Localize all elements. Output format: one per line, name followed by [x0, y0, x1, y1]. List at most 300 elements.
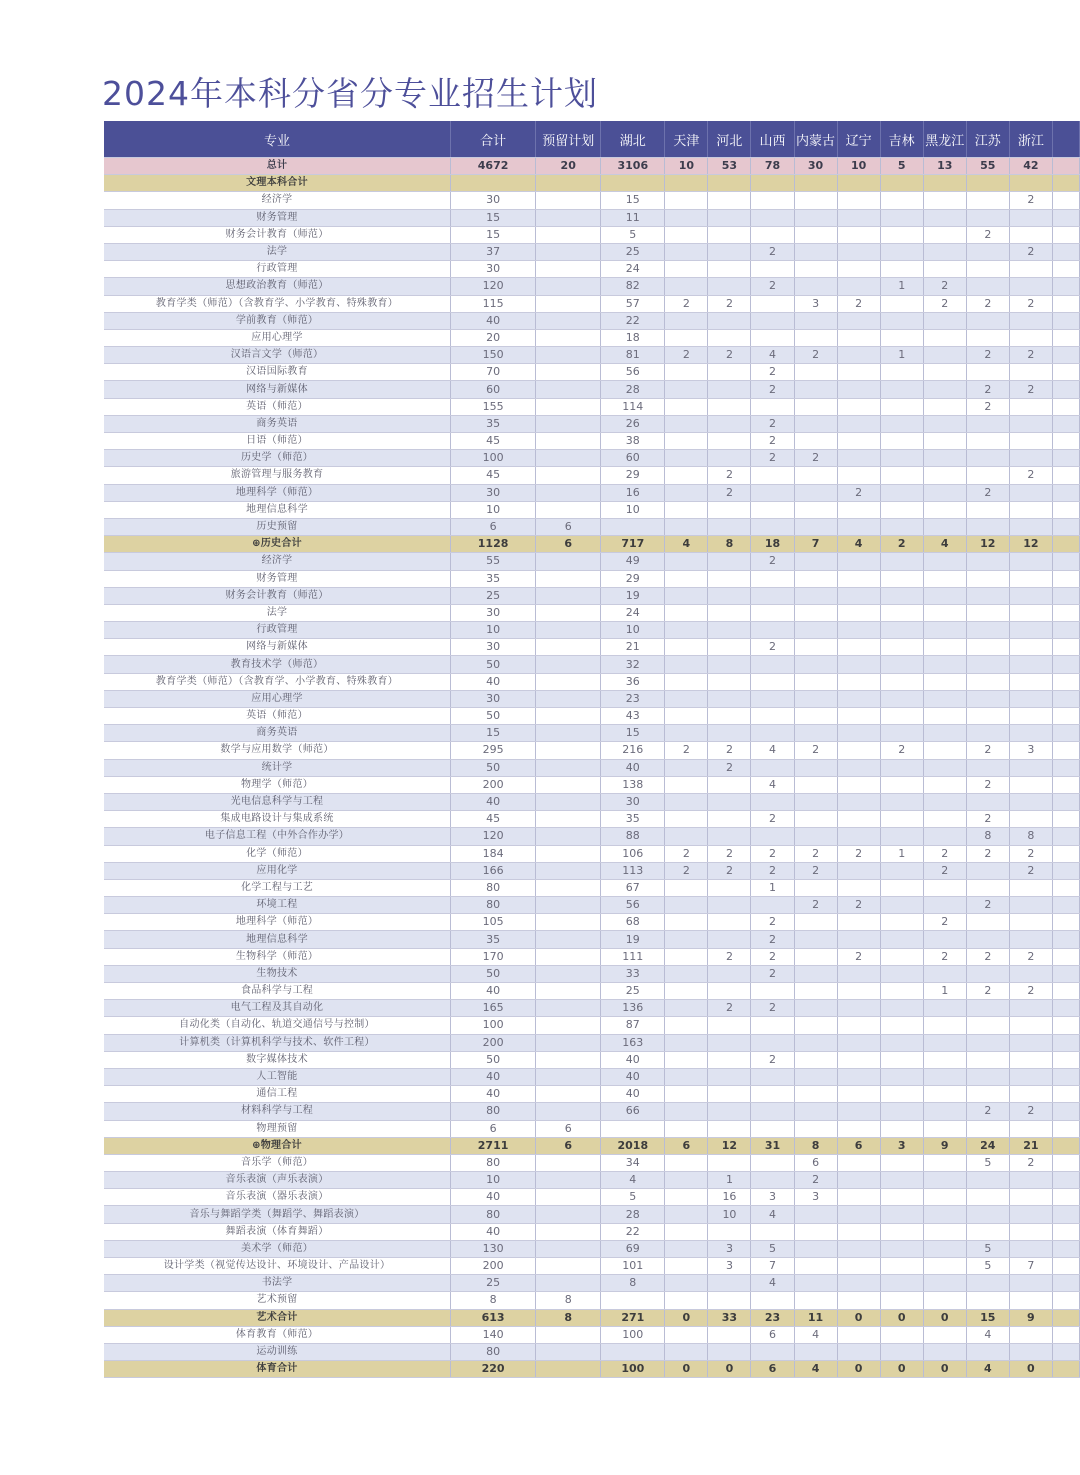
plan-count-cell: [665, 948, 708, 965]
plan-count-cell: [751, 175, 794, 192]
plan-count-cell: 40: [601, 1051, 665, 1068]
plan-count-cell: 100: [451, 450, 536, 467]
plan-count-cell: [751, 261, 794, 278]
plan-count-cell: 2: [708, 759, 751, 776]
plan-count-cell: [751, 467, 794, 484]
plan-count-cell: 8: [708, 536, 751, 553]
plan-count-cell: 2: [665, 295, 708, 312]
plan-count-cell: [837, 570, 880, 587]
plan-count-cell: 4: [601, 1172, 665, 1189]
plan-count-cell: [1052, 381, 1079, 398]
plan-count-cell: [665, 879, 708, 896]
plan-count-cell: [751, 1343, 794, 1360]
plan-count-cell: [794, 776, 837, 793]
plan-count-cell: [966, 261, 1009, 278]
plan-count-cell: [966, 604, 1009, 621]
plan-count-cell: 6: [536, 1137, 601, 1154]
plan-count-cell: [923, 553, 966, 570]
plan-count-cell: [794, 243, 837, 260]
plan-count-cell: [708, 1086, 751, 1103]
table-row: [104, 690, 1080, 707]
plan-count-cell: [1052, 931, 1079, 948]
plan-count-cell: [536, 604, 601, 621]
enrollment-plan-table: [104, 121, 1080, 1378]
plan-count-cell: [665, 965, 708, 982]
major-name-cell: 艺术合计: [104, 1309, 451, 1326]
plan-count-cell: [751, 1068, 794, 1085]
plan-count-cell: [708, 209, 751, 226]
major-name-cell: 集成电路设计与集成系统: [104, 811, 451, 828]
plan-count-cell: [1009, 879, 1052, 896]
major-name-cell: 艺术预留: [104, 1292, 451, 1309]
plan-count-cell: [536, 1086, 601, 1103]
plan-count-cell: [1052, 879, 1079, 896]
plan-count-cell: [837, 175, 880, 192]
plan-count-cell: [665, 1051, 708, 1068]
plan-count-cell: [536, 1258, 601, 1275]
major-name-cell: 经济学: [104, 553, 451, 570]
plan-count-cell: [536, 1189, 601, 1206]
plan-count-cell: 2: [1009, 1154, 1052, 1171]
plan-count-cell: 2: [708, 948, 751, 965]
plan-count-cell: [837, 656, 880, 673]
plan-count-cell: 34: [601, 1154, 665, 1171]
plan-count-cell: [880, 914, 923, 931]
plan-count-cell: [966, 450, 1009, 467]
plan-count-cell: [536, 261, 601, 278]
plan-count-cell: [1009, 776, 1052, 793]
plan-count-cell: [837, 1154, 880, 1171]
plan-count-cell: 80: [451, 897, 536, 914]
plan-count-cell: [1009, 570, 1052, 587]
plan-count-cell: [923, 1103, 966, 1120]
plan-count-cell: [1009, 587, 1052, 604]
plan-count-cell: 53: [708, 158, 751, 175]
plan-count-cell: [665, 226, 708, 243]
table-row: [104, 983, 1080, 1000]
plan-count-cell: [837, 243, 880, 260]
plan-count-cell: 100: [451, 1017, 536, 1034]
plan-count-cell: [837, 793, 880, 810]
table-row: [104, 1292, 1080, 1309]
plan-count-cell: [708, 931, 751, 948]
plan-count-cell: 22: [601, 312, 665, 329]
plan-count-cell: 100: [601, 1361, 665, 1378]
plan-count-cell: [966, 1189, 1009, 1206]
plan-count-cell: [708, 1034, 751, 1051]
plan-count-cell: [794, 278, 837, 295]
plan-count-cell: [966, 690, 1009, 707]
plan-count-cell: 140: [451, 1326, 536, 1343]
plan-count-cell: 78: [751, 158, 794, 175]
plan-count-cell: [966, 312, 1009, 329]
plan-count-cell: 8: [966, 828, 1009, 845]
plan-count-cell: [794, 364, 837, 381]
plan-count-cell: [1052, 1034, 1079, 1051]
plan-count-cell: 136: [601, 1000, 665, 1017]
plan-count-cell: [1009, 1223, 1052, 1240]
plan-count-cell: 5: [601, 226, 665, 243]
plan-count-cell: [1052, 312, 1079, 329]
plan-count-cell: [794, 983, 837, 1000]
plan-count-cell: 4672: [451, 158, 536, 175]
plan-count-cell: 60: [451, 381, 536, 398]
plan-count-cell: 0: [665, 1361, 708, 1378]
plan-count-cell: [536, 1206, 601, 1223]
plan-count-cell: [1052, 862, 1079, 879]
plan-count-cell: 163: [601, 1034, 665, 1051]
plan-count-cell: [880, 1120, 923, 1137]
plan-count-cell: [1009, 759, 1052, 776]
plan-count-cell: [923, 604, 966, 621]
plan-count-cell: [923, 467, 966, 484]
major-name-cell: 数学与应用数学（师范）: [104, 742, 451, 759]
plan-count-cell: [536, 673, 601, 690]
plan-count-cell: [665, 381, 708, 398]
plan-count-cell: [966, 879, 1009, 896]
plan-count-cell: [794, 312, 837, 329]
plan-count-cell: 4: [751, 347, 794, 364]
plan-count-cell: 7: [751, 1258, 794, 1275]
plan-count-cell: [880, 570, 923, 587]
major-name-cell: 统计学: [104, 759, 451, 776]
table-row: [104, 1223, 1080, 1240]
plan-count-cell: [966, 1172, 1009, 1189]
plan-count-cell: [966, 1275, 1009, 1292]
plan-count-cell: [1009, 1000, 1052, 1017]
plan-count-cell: [665, 192, 708, 209]
table-row: [104, 312, 1080, 329]
plan-count-cell: [1052, 1000, 1079, 1017]
table-row: [104, 415, 1080, 432]
plan-count-cell: 23: [601, 690, 665, 707]
plan-count-cell: [1052, 897, 1079, 914]
plan-count-cell: 4: [923, 536, 966, 553]
subtotal-row: [104, 536, 1080, 553]
plan-count-cell: [880, 226, 923, 243]
plan-count-cell: [966, 793, 1009, 810]
major-name-cell: 书法学: [104, 1275, 451, 1292]
table-row: [104, 673, 1080, 690]
plan-count-cell: [751, 897, 794, 914]
plan-count-cell: [837, 983, 880, 1000]
plan-count-cell: 3: [794, 1189, 837, 1206]
plan-count-cell: [665, 433, 708, 450]
plan-count-cell: [880, 450, 923, 467]
plan-count-cell: 18: [751, 536, 794, 553]
plan-count-cell: [1009, 1189, 1052, 1206]
subtotal-row: [104, 175, 1080, 192]
plan-count-cell: 10: [451, 501, 536, 518]
table-row: [104, 845, 1080, 862]
plan-count-cell: 2: [837, 948, 880, 965]
plan-count-cell: 18: [601, 329, 665, 346]
plan-count-cell: [794, 1240, 837, 1257]
plan-count-cell: [1052, 1309, 1079, 1326]
table-row: [104, 278, 1080, 295]
subtotal-row: [104, 1309, 1080, 1326]
plan-count-cell: [665, 329, 708, 346]
plan-count-cell: [708, 1292, 751, 1309]
plan-count-cell: [880, 1275, 923, 1292]
plan-count-cell: [923, 897, 966, 914]
plan-count-cell: [880, 433, 923, 450]
plan-count-cell: [1052, 1137, 1079, 1154]
column-header: 河北: [708, 121, 751, 158]
major-name-cell: 应用化学: [104, 862, 451, 879]
plan-count-cell: [923, 243, 966, 260]
plan-count-cell: [923, 450, 966, 467]
plan-count-cell: 9: [1009, 1309, 1052, 1326]
plan-count-cell: [880, 1172, 923, 1189]
table-row: [104, 776, 1080, 793]
plan-count-cell: [794, 226, 837, 243]
plan-count-cell: [1052, 329, 1079, 346]
table-row: [104, 467, 1080, 484]
plan-count-cell: [665, 914, 708, 931]
plan-count-cell: [1052, 1223, 1079, 1240]
plan-count-cell: [923, 1120, 966, 1137]
plan-count-cell: [966, 1051, 1009, 1068]
plan-count-cell: [880, 415, 923, 432]
plan-count-cell: 55: [451, 553, 536, 570]
plan-count-cell: [1009, 1292, 1052, 1309]
plan-count-cell: [794, 467, 837, 484]
plan-count-cell: [708, 433, 751, 450]
plan-count-cell: 36: [601, 673, 665, 690]
table-row: [104, 243, 1080, 260]
plan-count-cell: 2: [1009, 295, 1052, 312]
plan-count-cell: [665, 897, 708, 914]
plan-count-cell: 114: [601, 398, 665, 415]
plan-count-cell: [1009, 1034, 1052, 1051]
plan-count-cell: [794, 811, 837, 828]
plan-count-cell: [1052, 1086, 1079, 1103]
plan-count-cell: [536, 622, 601, 639]
plan-count-cell: [794, 622, 837, 639]
plan-count-cell: 1: [923, 983, 966, 1000]
plan-count-cell: [923, 828, 966, 845]
table-row: [104, 1000, 1080, 1017]
plan-count-cell: [794, 1034, 837, 1051]
plan-count-cell: 2: [923, 278, 966, 295]
plan-count-cell: [708, 381, 751, 398]
plan-count-cell: 3: [1009, 742, 1052, 759]
plan-count-cell: 8: [601, 1275, 665, 1292]
plan-count-cell: [536, 450, 601, 467]
plan-count-cell: [1052, 1361, 1079, 1378]
table-row: [104, 484, 1080, 501]
plan-count-cell: [1009, 811, 1052, 828]
plan-count-cell: 2: [1009, 243, 1052, 260]
plan-count-cell: 88: [601, 828, 665, 845]
plan-count-cell: [536, 708, 601, 725]
major-name-cell: 行政管理: [104, 622, 451, 639]
major-name-cell: 音乐表演（器乐表演）: [104, 1189, 451, 1206]
plan-count-cell: [751, 209, 794, 226]
plan-count-cell: [1009, 226, 1052, 243]
plan-count-cell: [966, 1017, 1009, 1034]
plan-count-cell: 2: [794, 862, 837, 879]
plan-count-cell: 5: [966, 1154, 1009, 1171]
plan-count-cell: [880, 1154, 923, 1171]
plan-count-cell: [923, 261, 966, 278]
column-header: 辽宁: [837, 121, 880, 158]
plan-count-cell: [1009, 673, 1052, 690]
plan-count-cell: [1052, 570, 1079, 587]
plan-count-cell: [923, 1343, 966, 1360]
plan-count-cell: [536, 226, 601, 243]
plan-count-cell: 0: [923, 1309, 966, 1326]
plan-count-cell: 30: [451, 604, 536, 621]
major-name-cell: 生物技术: [104, 965, 451, 982]
plan-count-cell: [536, 570, 601, 587]
plan-count-cell: [1052, 1240, 1079, 1257]
plan-count-cell: [1009, 897, 1052, 914]
plan-count-cell: [536, 295, 601, 312]
plan-count-cell: [794, 329, 837, 346]
plan-count-cell: [966, 725, 1009, 742]
plan-count-cell: [1052, 1051, 1079, 1068]
plan-count-cell: 0: [708, 1361, 751, 1378]
plan-count-cell: [1052, 518, 1079, 535]
plan-count-cell: [1009, 1017, 1052, 1034]
plan-count-cell: 10: [665, 158, 708, 175]
plan-count-cell: [1009, 725, 1052, 742]
plan-count-cell: 8: [536, 1292, 601, 1309]
plan-count-cell: 7: [1009, 1258, 1052, 1275]
plan-count-cell: [837, 226, 880, 243]
plan-count-cell: [837, 398, 880, 415]
table-row: [104, 192, 1080, 209]
plan-count-cell: [794, 587, 837, 604]
plan-count-cell: 613: [451, 1309, 536, 1326]
plan-count-cell: [880, 467, 923, 484]
plan-count-cell: [1052, 433, 1079, 450]
plan-count-cell: 2: [751, 965, 794, 982]
plan-count-cell: [966, 1068, 1009, 1085]
plan-count-cell: [794, 793, 837, 810]
plan-count-cell: [880, 1343, 923, 1360]
plan-count-cell: [794, 398, 837, 415]
plan-count-cell: 30: [451, 261, 536, 278]
plan-count-cell: [665, 1258, 708, 1275]
plan-count-cell: [601, 518, 665, 535]
plan-count-cell: [837, 381, 880, 398]
plan-count-cell: [708, 192, 751, 209]
plan-count-cell: [1052, 553, 1079, 570]
plan-count-cell: [923, 364, 966, 381]
plan-count-cell: 10: [601, 622, 665, 639]
plan-count-cell: 40: [451, 1068, 536, 1085]
plan-count-cell: [1009, 656, 1052, 673]
major-name-cell: 英语（师范）: [104, 398, 451, 415]
plan-count-cell: [923, 742, 966, 759]
plan-count-cell: 5: [601, 1189, 665, 1206]
plan-count-cell: [1009, 261, 1052, 278]
table-row: [104, 261, 1080, 278]
plan-count-cell: [708, 243, 751, 260]
plan-count-cell: 2: [751, 862, 794, 879]
plan-count-cell: [536, 862, 601, 879]
plan-count-cell: 2: [880, 742, 923, 759]
plan-count-cell: [751, 398, 794, 415]
plan-count-cell: 4: [751, 1275, 794, 1292]
plan-count-cell: [837, 415, 880, 432]
plan-count-cell: 43: [601, 708, 665, 725]
plan-count-cell: 9: [923, 1137, 966, 1154]
plan-count-cell: 40: [451, 1086, 536, 1103]
column-header: 湖北: [601, 121, 665, 158]
plan-count-cell: [923, 192, 966, 209]
plan-count-cell: [966, 862, 1009, 879]
plan-count-cell: [536, 433, 601, 450]
plan-count-cell: [923, 759, 966, 776]
plan-count-cell: [665, 1223, 708, 1240]
plan-count-cell: [880, 793, 923, 810]
plan-count-cell: [708, 175, 751, 192]
plan-count-cell: [794, 879, 837, 896]
plan-count-cell: [880, 639, 923, 656]
plan-count-cell: 82: [601, 278, 665, 295]
plan-count-cell: 111: [601, 948, 665, 965]
plan-count-cell: [751, 759, 794, 776]
plan-count-cell: 2: [751, 433, 794, 450]
major-name-cell: 教育学类（师范）（含教育学、小学教育、特殊教育）: [104, 673, 451, 690]
plan-count-cell: [708, 398, 751, 415]
plan-count-cell: 2: [665, 862, 708, 879]
plan-count-cell: [794, 518, 837, 535]
plan-count-cell: [880, 1326, 923, 1343]
plan-count-cell: [880, 862, 923, 879]
plan-count-cell: [880, 1068, 923, 1085]
plan-count-cell: 2: [966, 897, 1009, 914]
plan-count-cell: 42: [1009, 158, 1052, 175]
major-name-cell: 化学工程与工艺: [104, 879, 451, 896]
plan-count-cell: [708, 1326, 751, 1343]
plan-count-cell: 32: [601, 656, 665, 673]
plan-count-cell: [665, 811, 708, 828]
plan-count-cell: [837, 879, 880, 896]
plan-count-cell: 2: [708, 347, 751, 364]
plan-count-cell: [751, 690, 794, 707]
plan-count-cell: 70: [451, 364, 536, 381]
plan-count-cell: [536, 656, 601, 673]
plan-count-cell: 12: [1009, 536, 1052, 553]
table-row: [104, 1343, 1080, 1360]
plan-count-cell: 8: [1009, 828, 1052, 845]
plan-count-cell: [880, 776, 923, 793]
plan-count-cell: [536, 1326, 601, 1343]
column-header: 山西: [751, 121, 794, 158]
plan-count-cell: 166: [451, 862, 536, 879]
major-name-cell: 应用心理学: [104, 329, 451, 346]
major-name-cell: 人工智能: [104, 1068, 451, 1085]
plan-count-cell: 3: [708, 1240, 751, 1257]
plan-count-cell: [1052, 484, 1079, 501]
plan-count-cell: [923, 1258, 966, 1275]
plan-count-cell: 25: [601, 243, 665, 260]
plan-count-cell: [536, 828, 601, 845]
plan-count-cell: [966, 364, 1009, 381]
plan-count-cell: [966, 570, 1009, 587]
plan-count-cell: [880, 604, 923, 621]
plan-count-cell: [966, 1000, 1009, 1017]
plan-count-cell: 2: [708, 845, 751, 862]
plan-count-cell: [751, 673, 794, 690]
major-name-cell: 日语（师范）: [104, 433, 451, 450]
plan-count-cell: 8: [794, 1137, 837, 1154]
